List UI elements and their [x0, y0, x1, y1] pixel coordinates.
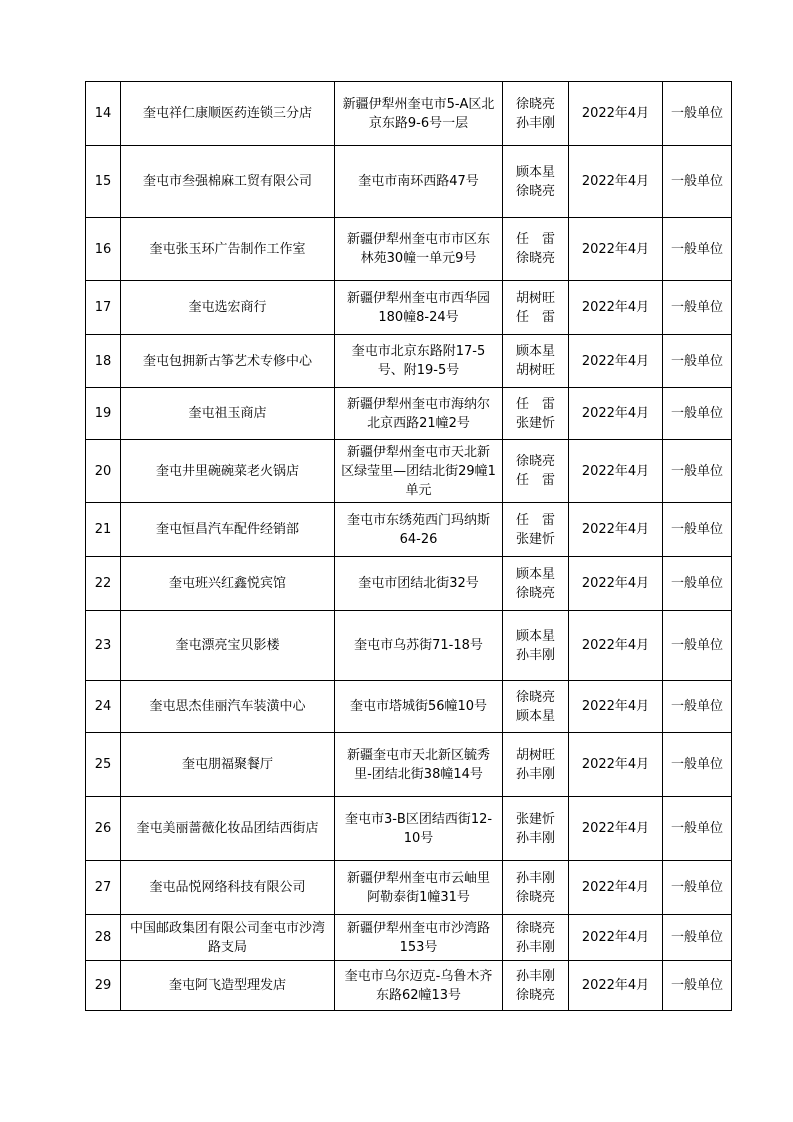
table-row [86, 797, 732, 861]
inspector-name: 顾本星 [515, 566, 555, 582]
row-number: 26 [86, 797, 121, 861]
inspection-date: 2022年4月 [569, 335, 663, 388]
inspection-date: 2022年4月 [569, 915, 663, 961]
table-row [86, 335, 732, 388]
inspector-name: 孙丰刚 [515, 647, 555, 663]
inspection-date: 2022年4月 [569, 82, 663, 146]
inspection-date: 2022年4月 [569, 440, 663, 503]
table-row [86, 503, 732, 557]
unit-type: 一般单位 [663, 681, 732, 733]
inspector-name: 任 雷 [515, 396, 555, 412]
inspector-name: 孙丰刚 [515, 830, 555, 846]
table-row [86, 961, 732, 1011]
company-name: 中国邮政集团有限公司奎屯市沙湾路支局 [121, 915, 335, 961]
unit-type: 一般单位 [663, 388, 732, 440]
row-number: 19 [86, 388, 121, 440]
row-number: 17 [86, 281, 121, 335]
inspection-table-container [85, 81, 732, 1011]
company-address: 新疆伊犁州奎屯市5-A区北京东路9-6号一层 [335, 82, 503, 146]
company-address: 奎屯市乌尔迈克-乌鲁木齐东路62幢13号 [335, 961, 503, 1011]
inspectors [503, 861, 569, 915]
inspector-name: 徐晓亮 [515, 454, 555, 469]
inspector-name: 任 雷 [515, 232, 555, 247]
inspection-date: 2022年4月 [569, 218, 663, 281]
inspectors [503, 281, 569, 335]
company-name: 奎屯选宏商行 [121, 281, 335, 335]
inspector-name: 顾本星 [515, 164, 555, 180]
company-name: 奎屯井里碗碗菜老火锅店 [121, 440, 335, 503]
inspectors [503, 503, 569, 557]
company-name: 奎屯班兴红鑫悦宾馆 [121, 557, 335, 611]
unit-type: 一般单位 [663, 861, 732, 915]
company-address: 奎屯市东绣苑西门玛纳斯64-26 [335, 503, 503, 557]
company-address: 奎屯市南环西路47号 [335, 146, 503, 218]
company-address: 新疆伊犁州奎屯市市区东林苑30幢一单元9号 [335, 218, 503, 281]
unit-type: 一般单位 [663, 335, 732, 388]
row-number: 28 [86, 915, 121, 961]
inspectors [503, 388, 569, 440]
company-name: 奎屯漂亮宝贝影楼 [121, 611, 335, 681]
inspector-name: 孙丰刚 [515, 939, 555, 955]
inspection-date: 2022年4月 [569, 733, 663, 797]
company-name: 奎屯祥仁康顺医药连锁三分店 [121, 82, 335, 146]
inspector-name: 徐晓亮 [515, 689, 555, 705]
table-row [86, 611, 732, 681]
company-address: 奎屯市北京东路附17-5号、附19-5号 [335, 335, 503, 388]
inspection-date: 2022年4月 [569, 281, 663, 335]
inspector-name: 孙丰刚 [515, 870, 555, 886]
inspector-name: 徐晓亮 [515, 987, 555, 1003]
inspection-date: 2022年4月 [569, 503, 663, 557]
table-row [86, 388, 732, 440]
company-address: 新疆伊犁州奎屯市西华园180幢8-24号 [335, 281, 503, 335]
table-row [86, 440, 732, 503]
inspector-name: 徐晓亮 [515, 96, 555, 112]
unit-type: 一般单位 [663, 557, 732, 611]
table-row [86, 557, 732, 611]
row-number: 22 [86, 557, 121, 611]
inspector-name: 孙丰刚 [515, 766, 555, 782]
table-row [86, 146, 732, 218]
unit-type: 一般单位 [663, 961, 732, 1011]
company-name: 奎屯美丽蔷薇化妆品团结西街店 [121, 797, 335, 861]
company-name: 奎屯张玉环广告制作工作室 [121, 218, 335, 281]
row-number: 20 [86, 440, 121, 503]
inspector-name: 张建忻 [515, 531, 555, 547]
company-name: 奎屯品悦网络科技有限公司 [121, 861, 335, 915]
inspector-name: 胡树旺 [515, 363, 555, 378]
company-name: 奎屯朋福聚餐厅 [121, 733, 335, 797]
inspectors [503, 681, 569, 733]
inspector-name: 张建忻 [515, 415, 555, 431]
unit-type: 一般单位 [663, 611, 732, 681]
table-row [86, 733, 732, 797]
unit-type: 一般单位 [663, 797, 732, 861]
row-number: 14 [86, 82, 121, 146]
inspector-name: 顾本星 [515, 344, 555, 359]
company-address: 新疆伊犁州奎屯市海纳尔北京西路21幢2号 [335, 388, 503, 440]
inspector-name: 孙丰刚 [515, 115, 555, 131]
company-address: 奎屯市塔城街56幢10号 [335, 681, 503, 733]
row-number: 25 [86, 733, 121, 797]
table-row [86, 861, 732, 915]
inspector-name: 徐晓亮 [515, 251, 555, 266]
inspectors [503, 611, 569, 681]
inspectors [503, 440, 569, 503]
company-address: 奎屯市团结北街32号 [335, 557, 503, 611]
company-address: 新疆伊犁州奎屯市天北新区绿莹里—团结北街29幢1单元 [335, 440, 503, 503]
row-number: 16 [86, 218, 121, 281]
row-number: 23 [86, 611, 121, 681]
inspector-name: 孙丰刚 [515, 968, 555, 984]
company-name: 奎屯思杰佳丽汽车装潢中心 [121, 681, 335, 733]
unit-type: 一般单位 [663, 218, 732, 281]
inspectors [503, 146, 569, 218]
inspection-date: 2022年4月 [569, 146, 663, 218]
inspection-table [85, 81, 732, 1011]
table-body [86, 82, 732, 1011]
inspector-name: 徐晓亮 [515, 183, 555, 199]
inspectors [503, 218, 569, 281]
table-row [86, 915, 732, 961]
inspection-date: 2022年4月 [569, 388, 663, 440]
inspector-name: 任 雷 [515, 473, 555, 488]
table-row [86, 681, 732, 733]
company-address: 奎屯市乌苏街71-18号 [335, 611, 503, 681]
company-name: 奎屯阿飞造型理发店 [121, 961, 335, 1011]
unit-type: 一般单位 [663, 146, 732, 218]
inspectors [503, 557, 569, 611]
company-name: 奎屯祖玉商店 [121, 388, 335, 440]
company-name: 奎屯市叁强棉麻工贸有限公司 [121, 146, 335, 218]
row-number: 29 [86, 961, 121, 1011]
inspectors [503, 915, 569, 961]
inspector-name: 张建忻 [515, 811, 555, 827]
unit-type: 一般单位 [663, 281, 732, 335]
unit-type: 一般单位 [663, 915, 732, 961]
inspection-date: 2022年4月 [569, 681, 663, 733]
table-row [86, 218, 732, 281]
row-number: 24 [86, 681, 121, 733]
row-number: 27 [86, 861, 121, 915]
inspectors [503, 797, 569, 861]
company-address: 新疆奎屯市天北新区毓秀里-团结北街38幢14号 [335, 733, 503, 797]
inspectors [503, 961, 569, 1011]
inspector-name: 胡树旺 [515, 747, 555, 763]
inspector-name: 顾本星 [515, 708, 555, 724]
inspection-date: 2022年4月 [569, 797, 663, 861]
row-number: 18 [86, 335, 121, 388]
company-name: 奎屯包拥新古筝艺术专修中心 [121, 335, 335, 388]
inspector-name: 徐晓亮 [515, 889, 555, 905]
company-address: 新疆伊犁州奎屯市沙湾路153号 [335, 915, 503, 961]
inspector-name: 顾本星 [515, 628, 555, 644]
unit-type: 一般单位 [663, 503, 732, 557]
inspector-name: 胡树旺 [515, 290, 555, 306]
unit-type: 一般单位 [663, 733, 732, 797]
row-number: 21 [86, 503, 121, 557]
inspectors [503, 335, 569, 388]
company-address: 奎屯市3-B区团结西街12-10号 [335, 797, 503, 861]
inspection-date: 2022年4月 [569, 961, 663, 1011]
inspector-name: 徐晓亮 [515, 920, 555, 936]
inspector-name: 徐晓亮 [515, 585, 555, 601]
inspector-name: 任 雷 [515, 512, 555, 528]
unit-type: 一般单位 [663, 440, 732, 503]
inspectors [503, 82, 569, 146]
table-row [86, 281, 732, 335]
company-name: 奎屯恒昌汽车配件经销部 [121, 503, 335, 557]
inspection-date: 2022年4月 [569, 557, 663, 611]
unit-type: 一般单位 [663, 82, 732, 146]
inspection-date: 2022年4月 [569, 611, 663, 681]
company-address: 新疆伊犁州奎屯市云岫里阿勒泰街1幢31号 [335, 861, 503, 915]
inspector-name: 任 雷 [515, 309, 555, 325]
inspectors [503, 733, 569, 797]
table-row [86, 82, 732, 146]
inspection-date: 2022年4月 [569, 861, 663, 915]
row-number: 15 [86, 146, 121, 218]
